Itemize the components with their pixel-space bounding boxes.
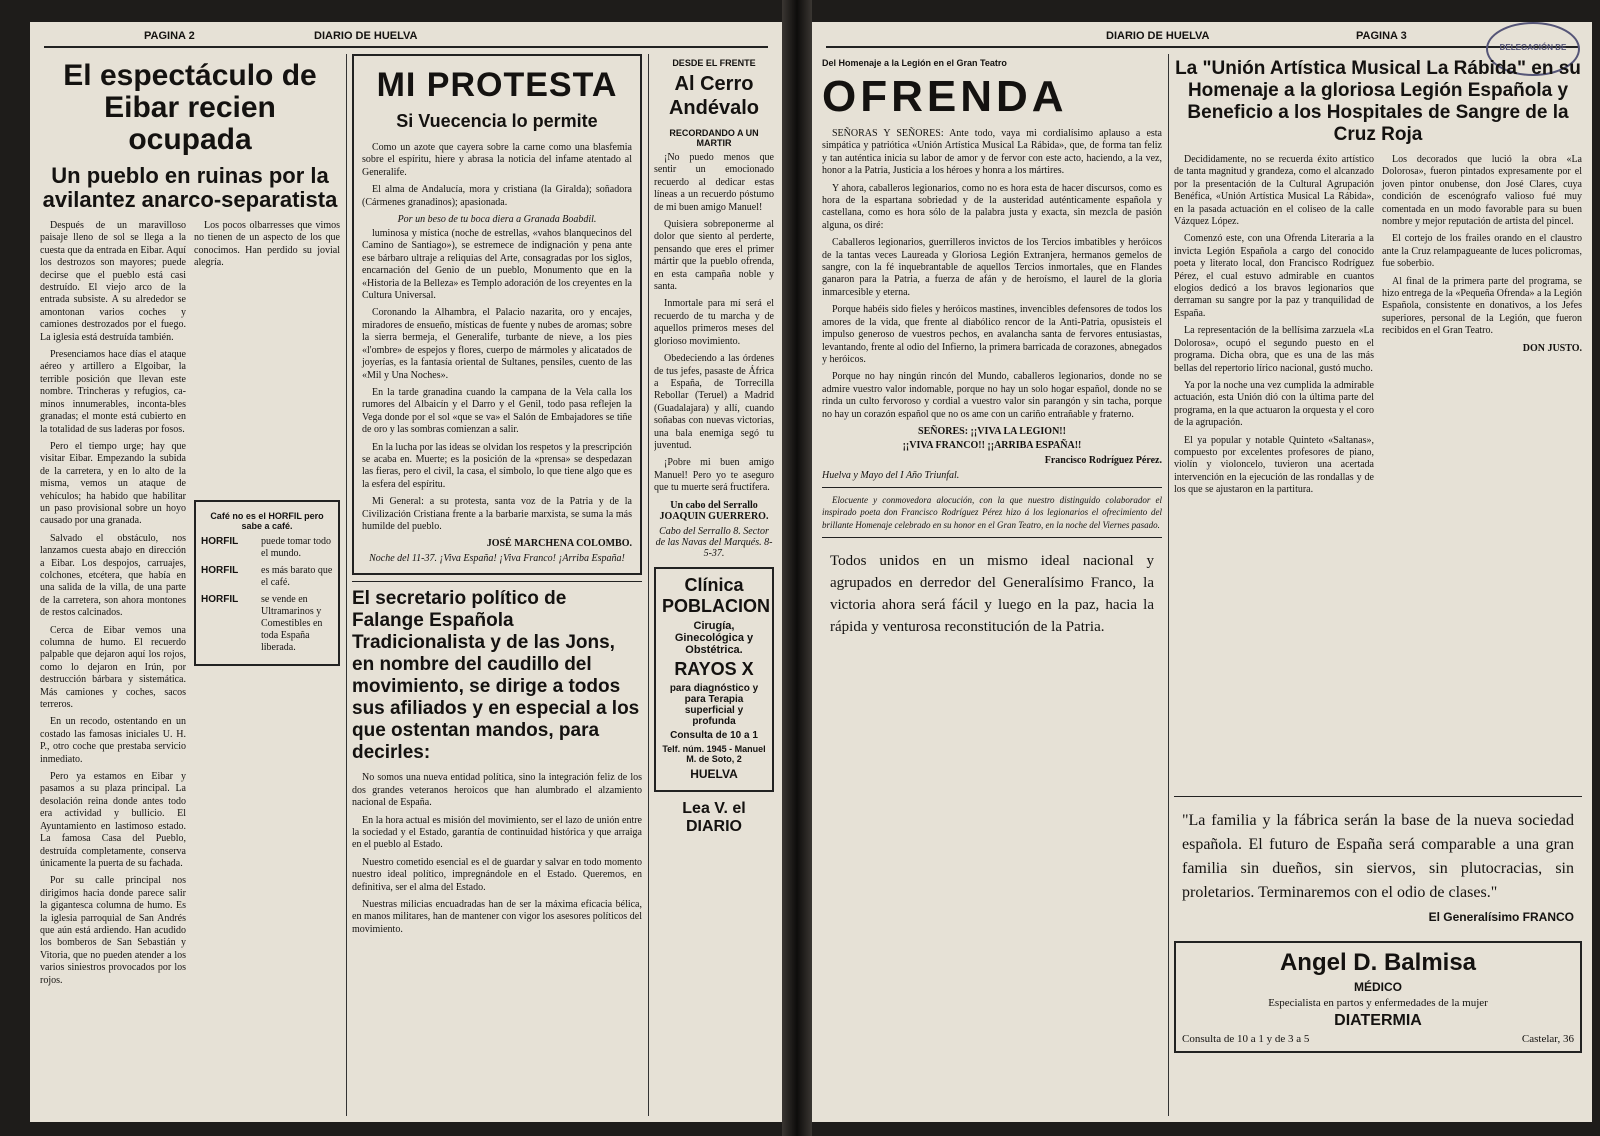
falange-paragraph: Nuestro cometido esencial es el de guardar y salvar en todo momento nuestro ideal político, impregnándole en el Estado. Queremos, en definitiva, ser el alma del Estado. <box>352 856 642 893</box>
eibar-paragraph: Los pocos olbarresses que vimos no tienen de un aspecto de los que conocimos. Han perdido su jovial alegría. <box>194 220 340 269</box>
clinica-line: Cirugía, Ginecológica y Obstétrica. <box>674 619 754 656</box>
union-paragraph: El cortejo de los frailes orando en el claustro ante la Cruz relampagueante de luces policromas, fue soberbio. <box>1382 233 1582 270</box>
andevalo-signature: Un cabo del Serrallo JOAQUIN GUERRERO. <box>659 499 769 522</box>
ofrenda-note: Elocuente y conmovedora alocución, con la que nuestro distinguido colaborador el inspirado poeta don Francisco Rodríguez Pérez hizo á los legionarios el ofrecimiento del brillante Homenaje celebrado en su honor en el Gran Teatro, en la noche del Viernes pasado. <box>822 494 1162 530</box>
right-page-label: PAGINA 3 <box>1356 30 1407 42</box>
protesta-box <box>352 54 642 575</box>
andevalo-paragraph: Inmortale para mí será el recuerdo de tu marcha y de aquellos primeros meses del glorioso movimiento. <box>654 298 774 347</box>
page-gutter <box>782 0 812 1136</box>
eibar-paragraph: Por su calle principal nos dirigimos hacia donde parece salir la gigantesca columna de humo. Es la iglesia parroquial de San Andrés que aún está ardiendo. Han acudido los bomberos de San Sebastián y Vitoria, que no pueden atender a los varios siniestros provocados por los rojos. <box>40 875 186 986</box>
protesta-intro: Como un azote que cayera sobre la carne como una blasfemia sobre el espíritu, hiere y abrasa la noticia del infame atentado al Generalife. <box>362 142 632 178</box>
ofrenda-dateline: Huelva y Mayo del I Año Triunfal. <box>822 469 960 481</box>
ofrenda-paragraph: Porque no hay ningún rincón del Mundo, caballeros legionarios, donde no se admire vuestro valor indomable, porque no hay un solo hogar español, donde no se rinda un culto fervoroso y cordial a vuestro valor sin parangón y sin tacha, porque no hay un corazón español que no os ame con un cariño entrañable y fraterno. <box>822 371 1162 420</box>
balmisa-therapy: DIATERMIA <box>1334 1012 1422 1029</box>
falange-title: El secretario político de Falange Española Tradicionalista y de las Jons, en nombre del caudillo del movimiento, se dirige a todos sus afiliados y en especial a los que ostentan mandos, para decirles: <box>352 588 640 764</box>
ofrenda-article <box>822 54 1162 1116</box>
left-running-head <box>44 28 768 48</box>
protesta-verse: Por un beso de tu boca diera a Granada Boabdil. <box>397 214 597 226</box>
protesta-closing: Noche del 11-37. ¡Viva España! ¡Viva Franco! ¡Arriba España! <box>369 553 625 565</box>
andevalo-paragraph: ¡Pobre mi buen amigo Manuel! Pero yo te aseguro que tu muerte será fructífera. <box>654 457 774 494</box>
union-paragraph: Decididamente, no se recuerda éxito artístico de tanta magnitud y grandeza, como el alcanzado por la presentación de la Cultural Agrupación Benéfica, «Unión Artística Musical La Rábida», en la pasada actuación en el coliseo de la calle Vázquez López. <box>1174 154 1374 228</box>
right-masthead: DIARIO DE HUELVA <box>1106 30 1210 42</box>
protesta-paragraph: Mi General: a su protesta, santa voz de la Patria y de la Civilización Cristiana frente a la barbarie marxista, se suma la más humilde del pueblo. <box>362 496 632 532</box>
protesta-signature: JOSÉ MARCHENA COLOMBO. <box>486 538 632 550</box>
union-paragraph: El ya popular y notable Quinteto «Saltanas», compuesto por excelentes profesores de piano, violín y violoncelo, tuvieron una acertada intervención en la ejecución de las rondallas y de los que se ajustaron en la partitura. <box>1174 434 1374 496</box>
eibar-paragraph: Pero el tiempo urge; hay que visitar Eibar. Empezando la subida de la carretera, y en lo alto de la misma, vemos un ataque de vehículos; ha habido que habilitar un paso provisional sobre un hoyo causado por una granada. <box>40 440 186 527</box>
library-stamp: DELEGACIÓN DE <box>1486 22 1580 76</box>
ofrenda-kicker: Del Homenaje a la Legión en el Gran Teatro <box>822 58 1007 68</box>
ofrenda-paragraph: SEÑORAS Y SEÑORES: Ante todo, vaya mi cordialísimo aplauso a esta simpática y patriótica «Unión Artística Musical La Rábida», que, de forma tan feliz y tan auténtica inicia su labor de amor y de fervor con este acto, haciendo, a la vez, honor a la Patria, Justicia a los héroes y honra a los mártires. <box>822 128 1162 177</box>
union-paragraph: Los decorados que lució la obra «La Dolorosa», fueron pintados expresamente por el joven pintor onubense, don José Clares, cuya condición de escenógrafo valioso fué muy comentada en un modo favorable para su buen nombre y mejor reputación de artista del pincel. <box>1382 154 1582 228</box>
clinica-line: RAYOS X <box>674 658 754 679</box>
column-rule <box>1168 54 1169 1116</box>
franco-quote <box>1174 803 1582 935</box>
falange-paragraph: No somos una nueva entidad política, sino la integración feliz de los dos grandes veteranos heroicos que han alumbrado el alzamiento nacional de España. <box>352 772 642 809</box>
balmisa-specialty: Especialista en partos y enfermedades de la mujer <box>1268 997 1488 1009</box>
left-masthead: DIARIO DE HUELVA <box>314 30 418 42</box>
andevalo-paragraph: ¡No puedo menos que sentir un emocionado recuerdo al dedicar estas líneas a un recuerdo póstumo de mi buen amigo Manuel! <box>654 152 774 213</box>
andevalo-article <box>654 54 774 1116</box>
horfil-row: HORFIL es más barato que el café. <box>201 564 333 588</box>
protesta-paragraph: Coronando la Alhambra, el Palacio nazarita, oro y encajes, miradores de ensueño, místicas de fuente y nubes de aromas; sobre la sierra bermeja, el Generalife, turbante de nieve, a los pies «l'ombre» de espejos y flores, cuerpo de mármoles y alicatados de joyerías, es la fantasía oriental de Sultanes, pensiles, cuento de las «Mil y Una Noches». <box>362 307 632 381</box>
balmisa-hours: Consulta de 10 a 1 y de 3 a 5 <box>1182 1033 1310 1045</box>
column-rule <box>648 54 649 1116</box>
franco-quote-author: El Generalísimo FRANCO <box>1428 910 1574 924</box>
union-signature: DON JUSTO. <box>1522 342 1582 354</box>
horfil-row: HORFIL puede tomar todo el mundo. <box>201 535 331 559</box>
ofrenda-paragraph: Y ahora, caballeros legionarios, como no es hora esta de hacer discursos, como es hora de la espartana sobriedad y de la austeridad auténticamente española y castellana, como es hora sólo de la palabra justa y exacta, sin mezcla de pasión alguna, os diré: <box>822 182 1162 231</box>
clinica-line: Telf. núm. 1945 - Manuel M. de Soto, 2 <box>662 743 766 764</box>
right-running-head <box>826 28 1578 48</box>
union-paragraph: Al final de la primera parte del programa, se hizo entrega de la «Pequeña Ofrenda» a la Legión Española, consistente en donativos, a los Jefes superiores, personal de la Legión, que fueron recibidos en el Gran Teatro. <box>1382 275 1582 337</box>
eibar-paragraph: Pero ya estamos en Eibar y pasamos a su plaza principal. La desolación reina donde antes todo era actividad y bullicio. El Ayuntamiento en lastimoso estado. La famosa Casa del Pueblo, destruída completamente, conserva únicamente la puerta de su fachada. <box>40 771 186 869</box>
balmisa-title: MÉDICO <box>1354 980 1402 994</box>
ofrenda-title: OFRENDA <box>822 72 1068 121</box>
protesta-title: MI PROTESTA <box>376 66 618 104</box>
eibar-paragraph: Cerca de Eibar vemos una columna de humo. El recuerdo palpable que dejaron aquí los rojos, como lo dejaron en Irún, por destrucción bárbara y sistemática. Más camiones y coches, sacos terreros. <box>40 624 186 711</box>
eibar-paragraph: En un recodo, ostentando en un costado las famosas iniciales U. H. P., otro coche que prestaba servicio inmediato. <box>40 716 186 765</box>
balmisa-ad <box>1174 941 1582 1053</box>
protesta-dedication: El alma de Andalucía, mora y cristiana (la Giralda); soñadora (Cármenes granadinos); apasionada. <box>362 184 632 208</box>
horfil-row: HORFIL se vende en Ultramarinos y Comestibles en toda España liberada. <box>201 593 323 653</box>
left-page <box>30 22 782 1122</box>
andevalo-paragraph: Obedeciendo a las órdenes de tus jefes, pasaste de África a España, de Torrecilla Rebollar (Teruel) a Madrid (Guadalajara) y allí, cuando soñabas con nuevas victorias, una bala enemiga segó tu juventud. <box>654 353 774 451</box>
clinica-line: HUELVA <box>690 766 738 781</box>
ofrenda-paragraph: Caballeros legionarios, guerrilleros invictos de los Tercios imbatibles y heróicos de la tantas veces Laureada y Gloriosa Legión Extranjera, hermanos gemelos de sangre, con la fé inquebrantable de aquellos Tercios inmortales, que en Flandes ganaron para la Patria, a fuerza de afán y de heroísmo, el laurel de la gloria inmarcesible y eterna. <box>822 237 1162 298</box>
clinica-title: Clínica POBLACION <box>662 574 770 616</box>
balmisa-address: Castelar, 36 <box>1521 1033 1574 1045</box>
horfil-intro: Café no es el HORFIL pero sabe a café. <box>210 510 324 531</box>
union-paragraph: Ya por la noche una vez cumplida la admirable actuación, esta Unión dió con la última parte del programa, en la que actuaron la orquesta y el coro de la agrupación. <box>1174 379 1374 429</box>
left-page-label: PAGINA 2 <box>144 30 195 42</box>
andevalo-title: Al Cerro Andévalo <box>668 73 760 119</box>
franco-quote-text: "La familia y la fábrica serán la base de la nueva sociedad española. El futuro de España será comparable a una gran familia sin dueños, sin siervos, sin plutocracias, sin proletarios. Terminaremos con el odio de clases." <box>1182 812 1574 901</box>
clinica-ad <box>654 567 774 792</box>
falange-paragraph: Nuestras milicias encuadradas han de ser la máxima eficacia bélica, en manos militares, han de mantener con vigor los asesores políticos del movimiento. <box>352 899 642 935</box>
clinica-line: para diagnóstico y para Terapia superficial y profunda <box>669 682 759 727</box>
andevalo-paragraph: Quisiera sobreponerme al dolor que siento al perderte, pensando que eres el primer mártir que la pueblo ofrenda, en esta campaña noble y santa. <box>654 219 774 293</box>
horfil-ad <box>194 500 340 666</box>
falange-paragraph: En la hora actual es misión del movimiento, ser el lazo de unión entre la sociedad y el Estado, garantía de continuidad histórica y que arraiga en el pueblo al Estado. <box>352 814 642 851</box>
ofrenda-bottom-quote: Todos unidos en un mismo ideal nacional y agrupados en derredor del Generalísimo Franco, la victoria ahora será fácil y luego en la paz, hacia la rápida y venturosa reconstitución de la Patria. <box>830 553 1154 636</box>
clinica-line: Consulta de 10 a 1 <box>670 729 758 741</box>
protesta-paragraph: En la lucha por las ideas se olvidan los respetos y la prescripción se acaba en. Muerte; es la posición de la «prensa» se despedazan las fieras, pero el civil, la casa, el símbolo, lo que tiene algo que es la esfera del espíritu. <box>362 441 632 490</box>
ofrenda-viva: SEÑORES: ¡¡VIVA LA LEGION!! <box>918 425 1066 437</box>
eibar-article <box>40 54 340 1116</box>
union-paragraph: La representación de la bellísima zarzuela «La Dolorosa», ocupó el segundo puesto en el programa. Dicha obra, que es una de las más bellas del repertorio lírico nacional, gustó mucho. <box>1174 325 1374 374</box>
ofrenda-signature: Francisco Rodríguez Pérez. <box>1044 454 1162 466</box>
protesta-paragraph: luminosa y mística (noche de estrellas, «vahos blanquecinos del Camino de Santiago»), se estremece de indignación y pena ante ese bárbaro ultraje a reliquias del Arte, consagradas por los siglos, encarnación del Genio de un pueblo, Monumento que en la «Historia de la Belleza» es Templo adoración de los creyentes en la Cultura Universal. <box>362 228 632 302</box>
balmisa-name: Angel D. Balmisa <box>1279 949 1477 976</box>
union-article <box>1174 54 1582 1116</box>
eibar-paragraph: Después de un maravilloso paisaje lleno de sol se llega a la cuesta que da entrada en Eibar. Aquí los destrozos son mayores; puede decirse que el pueblo está casi destruído. El viejo arco de la entrada subsiste. A su alrededor se amontonan varios coches y camiones destrozados por el fuego. La iglesia está destruída también. <box>40 220 186 343</box>
eibar-subtitle: Un pueblo en ruinas por la avilantez anarco-separatista <box>42 163 338 212</box>
andevalo-subtitle: RECORDANDO A UN MARTIR <box>669 128 759 148</box>
right-page <box>812 22 1592 1122</box>
protesta-subtitle: Si Vuecencia lo permite <box>396 111 598 131</box>
eibar-paragraph: Salvado el obstáculo, nos lanzamos cuesta abajo en dirección a Eibar. Los despojos, carruajes, colchones, etcétera, que había en una salida de la villa, de una parte de la carretera, son ahora montones de restos calcinados. <box>40 532 186 619</box>
union-title: La "Unión Artística Musical La Rábida" en su Homenaje a la gloriosa Legión Española y Beneficio a los Hospitales de Sangre de la Cruz Roja <box>1175 58 1581 145</box>
andevalo-kicker: DESDE EL FRENTE <box>672 58 756 68</box>
eibar-paragraph: Presenciamos hace días el ataque aéreo y artillero a Elgoibar, la terrible posición que llevan este nombre. Trincheras y refugios, ca-minos innumerables, inconta-bles granadas; el monte está cubierto en la totalidad de sus laderas por fosos. <box>40 349 186 435</box>
ofrenda-paragraph: Porque habéis sido fieles y heróicos mastines, invencibles defensores de todos los amores de la vida, que frente al diabólico rencor de la Anti-Patria, opusisteis el impulso generoso de vuestros pechos, en avalancha santa de fervores entusiastas, levantando, frente al odio del Infierno, la primera barricada de corazones, abnegados y heróicos. <box>822 304 1162 365</box>
ofrenda-viva: ¡¡VIVA FRANCO!! ¡¡ARRIBA ESPAÑA!! <box>902 439 1082 451</box>
protesta-article <box>352 54 642 1116</box>
andevalo-footer: Cabo del Serrallo 8. Sector de las Navas del Marqués. 8-5-37. <box>655 525 773 559</box>
protesta-paragraph: En la tarde granadina cuando la campana de la Vela calla los rumores del Albaicín y el Darro y el Genil, todo pasa reflejen la Vega donde por el sol «que se va» el Salón de Embajadores se tiñe de oro y las sombras comienzan a salir. <box>362 386 632 436</box>
lea-diario: Lea V. el DIARIO <box>682 799 746 835</box>
eibar-title: El espectáculo de Eibar recien ocupada <box>63 59 317 156</box>
column-rule <box>346 54 347 1116</box>
union-paragraph: Comenzó este, con una Ofrenda Literaria a la invicta Legión Española a cargo del conocido poeta y literato local, don Francisco Rodríguez Pérez, el cual estuvo admirable en cuantos elogios dedicó a los bravos legionarios que derraman su sangre por la paz y tranquilidad de España. <box>1174 233 1374 319</box>
